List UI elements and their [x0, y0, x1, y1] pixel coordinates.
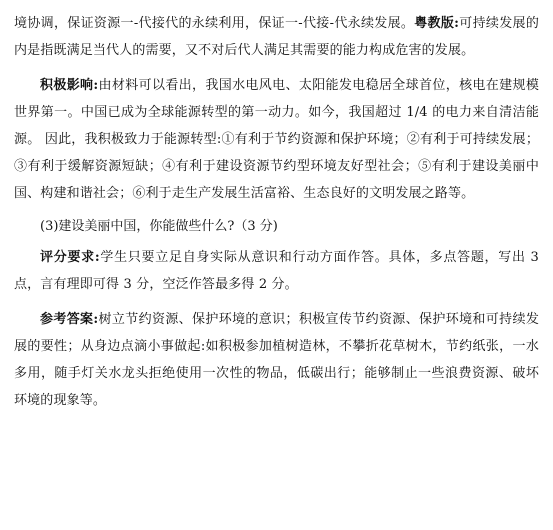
- question-3: (3)建设美丽中国，你能做些什么?（3 分): [40, 219, 278, 234]
- textbook-version-label: 粤教版:: [414, 16, 460, 31]
- reference-answer-paragraph: [14, 306, 539, 414]
- positive-impact-label: 积极影响:: [40, 78, 99, 93]
- paragraph-continuation: [14, 10, 539, 64]
- document-page: [14, 10, 539, 414]
- paragraph-continuation-text: 境协调，保证资源一-代接代的永续利用，保证一-代接-代永续发展。: [14, 16, 415, 31]
- scoring-requirements-label: 评分要求:: [40, 250, 100, 265]
- reference-answer-text: 树立节约资源、保护环境的意识；积极宣传节约资源、保护环境和可持续发展的要性；从身边点滴小事做起:如积极参加植树造林，不攀折花草树木，节约纸张，一水多用，随手灯关水龙头拒绝使用一次性的物品，低碳出行；能够制止一些浪费资源、破坏环境的现象等。: [14, 312, 539, 408]
- reference-answer-label: 参考答案:: [40, 312, 99, 327]
- scoring-requirements-paragraph: [14, 244, 539, 298]
- positive-impact-text: 由材料可以看出，我国水电风电、太阳能发电稳居全球首位，核电在建规模世界第一。中国已成为全球能源转型的第一动力。如今，我国超过 1/4 的电力来自清洁能源。 因此，我积极致力于能源转型:①有利于节约资源和保护环境；②有利于可持续发展；③有利于缓解资源短缺；④有利于建设资源节约型环境友好型社会；⑤有利于建设美丽中国、构建和谐社会；⑥利于走生产发展生活富裕、生态良好的文明发展之路等。: [14, 78, 539, 201]
- positive-impact-paragraph: [14, 72, 539, 207]
- scoring-requirements-text: 学生只要立足自身实际从意识和行动方面作答。具体，多点答题，写出 3 点，言有理即可得 3 分，空泛作答最多得 2 分。: [14, 250, 539, 292]
- textbook-version-text: 可持续发展的内是指既满足当代人的需要，又不对后代人满足其需要的能力构成危害的发展。: [14, 16, 539, 58]
